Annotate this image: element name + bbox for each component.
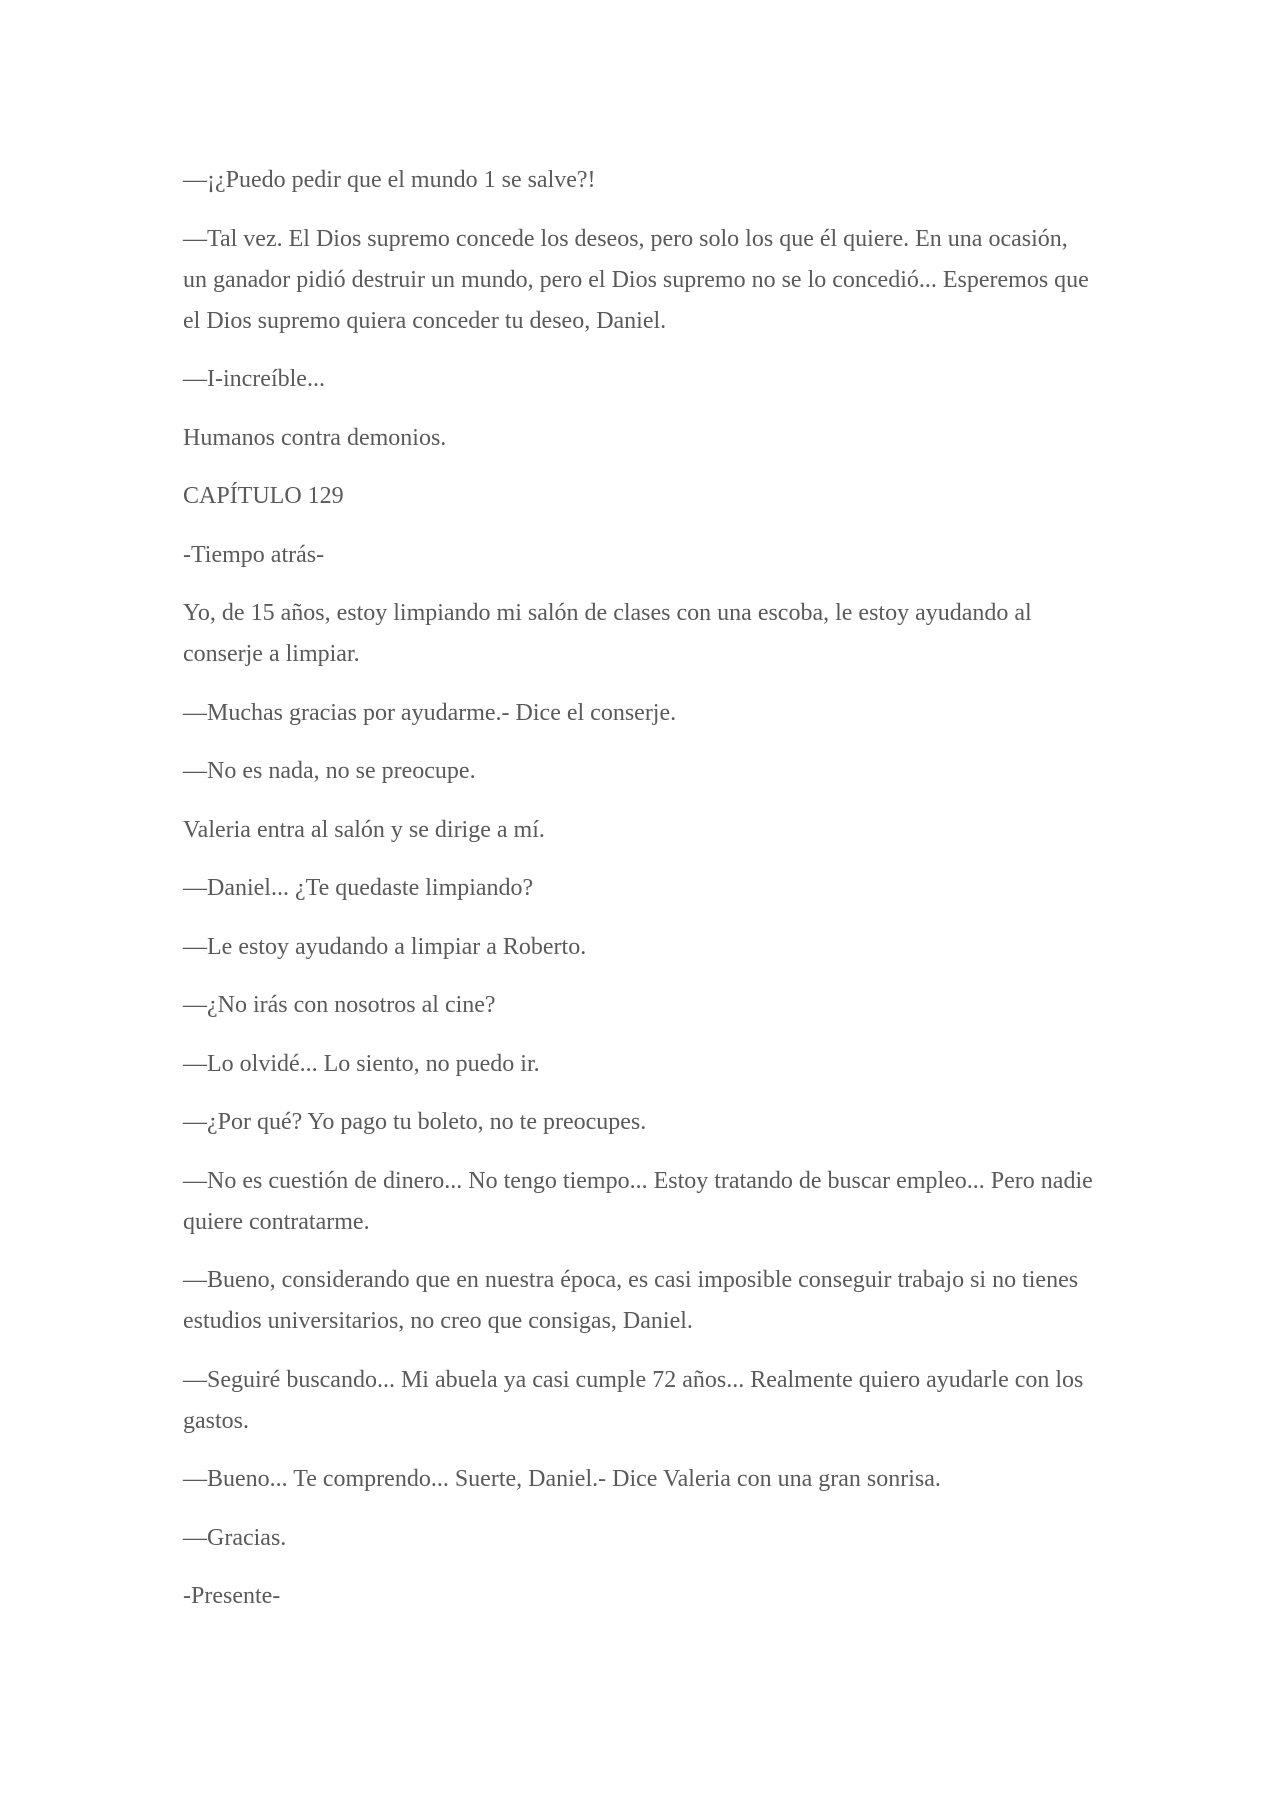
paragraph: —Muchas gracias por ayudarme.- Dice el conserje.	[183, 699, 677, 726]
paragraph: —Seguiré buscando... Mi abuela ya casi cumple 72 años... Realmente quiero ayudarle con los gastos.	[183, 1366, 1084, 1434]
paragraph: —Daniel... ¿Te quedaste limpiando?	[183, 875, 534, 901]
paragraph: —No es nada, no se preocupe.	[183, 758, 476, 784]
paragraph: —¡¿Puedo pedir que el mundo 1 se salve?!	[183, 167, 596, 193]
paragraph: —I-increíble...	[183, 366, 325, 392]
document-body	[183, 160, 1093, 1635]
paragraph: —¿No irás con nosotros al cine?	[183, 992, 496, 1018]
paragraph: —Tal vez. El Dios supremo concede los deseos, pero solo los que él quiere. En una ocasión, un ganador pidió destruir un mundo, pero el Dios supremo no se lo concedió... Esperemos que el Dios supremo quiera conceder tu deseo, Daniel.	[183, 225, 1089, 334]
paragraph: -Presente-	[183, 1583, 281, 1609]
paragraph: —Gracias.	[183, 1524, 287, 1551]
chapter-heading: CAPÍTULO 129	[183, 483, 344, 509]
paragraph: —Le estoy ayudando a limpiar a Roberto.	[183, 933, 587, 960]
paragraph: Valeria entra al salón y se dirige a mí.	[183, 816, 545, 843]
paragraph: —Lo olvidé... Lo siento, no puedo ir.	[183, 1050, 540, 1077]
paragraph: —No es cuestión de dinero... No tengo tiempo... Estoy tratando de buscar empleo... Pero nadie quiere contratarme.	[183, 1167, 1093, 1235]
paragraph: —¿Por qué? Yo pago tu boleto, no te preocupes.	[183, 1109, 647, 1135]
paragraph: —Bueno, considerando que en nuestra época, es casi imposible conseguir trabajo si no tienes estudios universitarios, no creo que consigas, Daniel.	[183, 1267, 1079, 1334]
paragraph: —Bueno... Te comprendo... Suerte, Daniel.- Dice Valeria con una gran sonrisa.	[183, 1466, 941, 1492]
paragraph: Humanos contra demonios.	[183, 424, 447, 451]
paragraph: Yo, de 15 años, estoy limpiando mi salón de clases con una escoba, le estoy ayudando al conserje a limpiar.	[183, 600, 1032, 667]
paragraph: -Tiempo atrás-	[183, 541, 325, 568]
